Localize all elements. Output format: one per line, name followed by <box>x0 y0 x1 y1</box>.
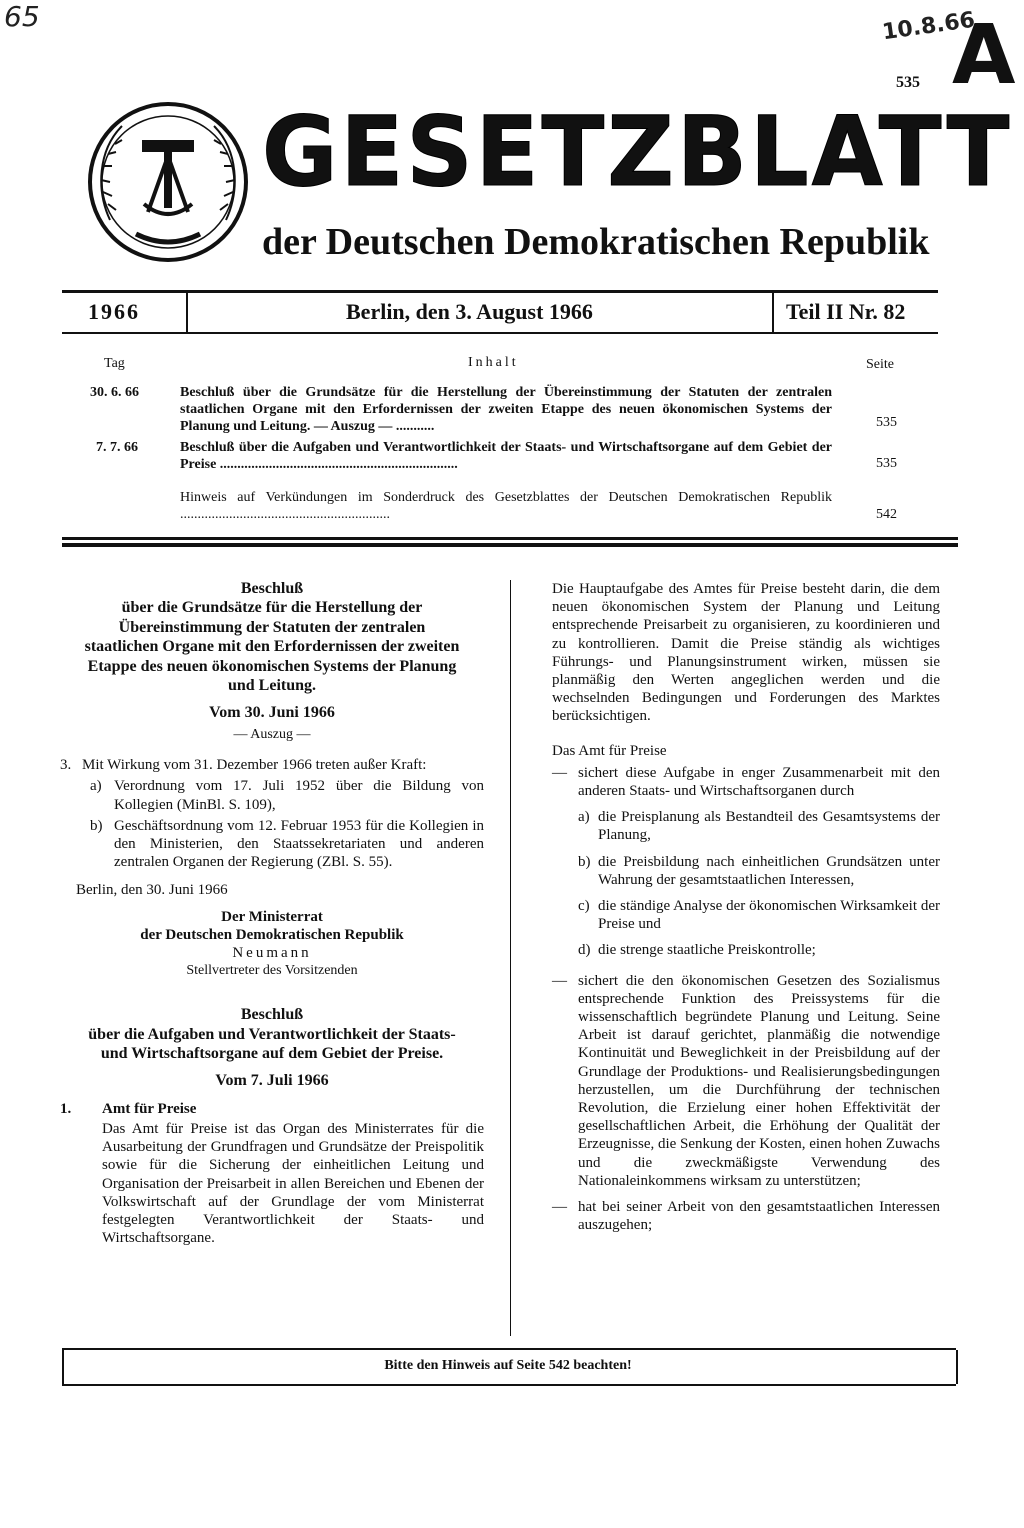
toc-entry-page: 535 <box>876 415 897 430</box>
item-3-number: 3. <box>60 757 72 774</box>
issue-part: Teil II Nr. 82 <box>786 299 906 324</box>
decision1-date: Vom 30. Juni 1966 <box>209 703 335 721</box>
left-column <box>60 580 484 1247</box>
dash-item-2 <box>552 972 940 1190</box>
dash-mark: — <box>552 1199 567 1216</box>
dash-item-1 <box>552 764 940 800</box>
paragraph-amt: Das Amt für Preise <box>552 742 667 759</box>
divider-right <box>772 292 774 332</box>
column-divider <box>510 580 511 1336</box>
footer-note: Bitte den Hinweis auf Seite 542 beachten! <box>384 1358 632 1373</box>
divider-left <box>186 292 188 332</box>
rule-top <box>62 290 938 293</box>
toc-entry-text: Beschluß über die Aufgaben und Verantwortlichkeit der Staats- und Wirtschaftsorgane auf dem Gebiet der Preise .................................................................... <box>180 440 832 472</box>
sub-item-c-text: die ständige Analyse der ökonomischen Wirksamkeit der Preise und <box>598 898 940 933</box>
sub-item-d <box>552 941 940 959</box>
handwritten-letter: A <box>952 8 1016 103</box>
item-3b-text: Geschäftsordnung vom 12. Februar 1953 für die Kollegien in den Ministerien, den Staatssekretariaten und anderen zentralen Organen der Regierung (ZBl. S. 55). <box>114 817 484 871</box>
decision2-subtitle: über die Aufgaben und Verantwortlichkeit der Staats- und Wirtschaftsorgane auf dem Gebiet der Preise. <box>88 1025 456 1063</box>
sub-item-d-mark: d) <box>578 942 591 959</box>
item-3 <box>60 756 484 774</box>
dash-mark: — <box>552 972 567 989</box>
signature-org-1: Der Ministerrat <box>221 908 323 925</box>
sub-item-c-mark: c) <box>578 898 590 915</box>
toc-entry-date: 30. 6. 66 <box>90 385 139 400</box>
dash-item-3-text: hat bei seiner Arbeit von den gesamtstaatlichen Interessen auszugehen; <box>578 1199 940 1234</box>
decision2-title: Beschluß <box>240 1006 304 1024</box>
sub-item-a <box>552 808 940 844</box>
dash-mark: — <box>552 764 567 781</box>
toc-inhalt-header: Inhalt <box>468 355 519 370</box>
place-date: Berlin, den 30. Juni 1966 <box>76 882 228 899</box>
footer-rule-bottom <box>62 1384 956 1386</box>
item-3a-mark: a) <box>90 778 102 795</box>
masthead-title: GESETZBLATT <box>262 95 1013 209</box>
signature-role: Stellvertreter des Vorsitzenden <box>186 963 358 979</box>
page-number: 535 <box>896 74 920 91</box>
toc-rule-1 <box>62 537 958 540</box>
sub-item-b <box>552 853 940 889</box>
dash-item-2-text: sichert die den ökonomischen Gesetzen des Sozialismus entsprechende Funktion des Preissystems für die wissenschaftlich begründete Planung und Leitung. Seine Arbeit ist darauf gerichtet, planmäßig die notwendige Kontinuität und Beweglichkeit in der Preisbildung auf der Grundlage der Produktions- und Realisierungsbedingungen herzustellen, um die Durchführung der technischen Revolution, die Erzielung einer hohen Effektivität der gesellschaftlichen Arbeit, die Erhöhung der Qualität der Erzeugnisse, die Senkung der Kosten, einen hohen Zuwachs und die zweckmäßigste Verwendung des Nationaleinkommens wirksam zu unterstützen; <box>578 972 940 1189</box>
dash-item-3 <box>552 1198 940 1234</box>
sub-item-a-mark: a) <box>578 809 590 826</box>
issue-date: Berlin, den 3. August 1966 <box>346 299 593 324</box>
right-column <box>552 580 940 1235</box>
toc-entry-text: Beschluß über die Grundsätze für die Herstellung der Übereinstimmung der Statuten der zentralen staatlichen Organe mit den Erfordernissen der zweiten Etappe des neuen ökonomischen Systems der Planung und Leitung. — Auszug — ........... <box>180 385 832 434</box>
item-3b <box>60 817 484 872</box>
handwritten-date: 10.8.66 <box>880 7 977 46</box>
rule-bottom <box>62 332 938 334</box>
signature-org-2: der Deutschen Demokratischen Republik <box>140 926 404 943</box>
signature-name: Neumann <box>232 944 312 961</box>
issue-year: 1966 <box>88 299 140 324</box>
toc-entry-date: 7. 7. 66 <box>96 440 138 455</box>
item-3b-mark: b) <box>90 817 103 834</box>
sub-item-b-text: die Preisbildung nach einheitlichen Grundsätzen unter Wahrung der gesamtstaatlichen Interessen, <box>598 853 940 888</box>
toc-entry-text: Hinweis auf Verkündungen im Sonderdruck des Gesetzblattes der Deutschen Demokratischen Republik ............................................................ <box>180 490 832 522</box>
dash-item-1-text: sichert diese Aufgabe in enger Zusammenarbeit mit den anderen Staats- und Wirtschaftsorganen durch <box>578 764 940 800</box>
sub-item-a-text: die Preisplanung als Bestandteil des Gesamtsystems der Planung, <box>598 809 940 844</box>
item-3-text: Mit Wirkung vom 31. Dezember 1966 treten außer Kraft: <box>82 757 427 774</box>
section-1-number: 1. <box>60 1100 72 1117</box>
toc-rule-2 <box>62 543 958 547</box>
toc-entry-page: 535 <box>876 456 897 471</box>
paragraph-main-task: Die Hauptaufgabe des Amtes für Preise besteht darin, die dem neuen ökonomischen System der Planung und Leitung entsprechende Preisarbeit zu organisieren, zu koordinieren und zu kontrollieren. Damit die Preise ständig als wichtiges Führungs- und Planungsinstrument wirken, müssen sie planmäßig den Werten angeglichen werden und die wechselnden Bedingungen und Forderungen des Marktes berücksichtigen. <box>552 581 940 725</box>
state-emblem-icon <box>86 100 250 264</box>
sub-item-d-text: die strenge staatliche Preiskontrolle; <box>598 942 816 959</box>
item-3a <box>60 777 484 813</box>
decision2-date: Vom 7. Juli 1966 <box>215 1071 329 1089</box>
section-1-title: Amt für Preise <box>102 1100 197 1117</box>
toc-seite-header: Seite <box>866 357 894 372</box>
item-3a-text: Verordnung vom 17. Juli 1952 über die Bildung von Kollegien (MinBl. S. 109), <box>114 778 484 813</box>
toc-tag-header: Tag <box>104 356 125 371</box>
masthead-subtitle: der Deutschen Demokratischen Republik <box>262 221 930 263</box>
sub-item-b-mark: b) <box>578 853 591 870</box>
decision1-excerpt: — Auszug — <box>233 726 311 742</box>
decision1-title: Beschluß <box>240 580 304 597</box>
toc-entry-page: 542 <box>876 507 897 522</box>
section-1-text: Das Amt für Preise ist das Organ des Ministerrates für die Ausarbeitung der Grundfragen und Grundsätze der Preispolitik sowie für die Sicherung der einheitlichen Leitung und Organisation der Preisarbeit in allen Bereichen und Ebenen der Volkswirtschaft auf der Grundlage der vom Ministerrat festgelegten Verantwortlichkeit der Staats- und Wirtschaftsorgane. <box>102 1120 484 1247</box>
section-1 <box>60 1100 484 1118</box>
handwritten-note: 65 <box>4 0 40 33</box>
decision1-subtitle: über die Grundsätze für die Herstellung der Übereinstimmung der Statuten der zentralen staatlichen Organe mit den Erfordernissen der zweiten Etappe des neuen ökonomischen Systems der Planung und Leitung. <box>84 599 460 695</box>
sub-item-c <box>552 897 940 933</box>
